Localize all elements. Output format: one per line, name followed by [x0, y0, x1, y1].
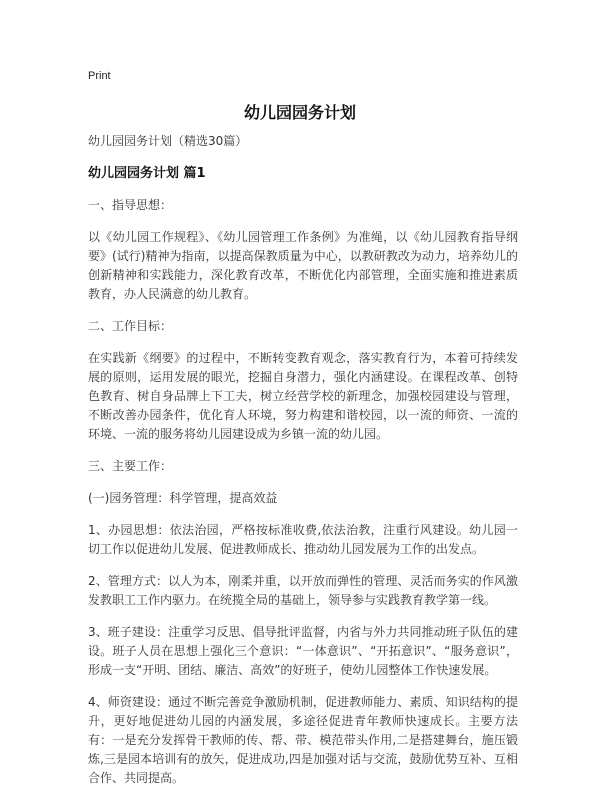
goals-paragraph: 在实践新《纲要》的过程中，不断转变教育观念，落实教育行为，本着可持续发展的原则，运用发展的眼光，挖掘自身潜力，强化内涵建设。在课程改革、创特色教育、树自身品牌上下工夫，树立经营学校的新理念，加强校园建设与管理，不断改善办园条件，优化育人环境，努力构建和谐校园，以一流的师资、一流的环境、一流的服务将幼儿园建设成为乡镇一流的幼儿园。 — [88, 351, 518, 441]
document-body — [88, 132, 518, 801]
admin-heading: (一)园务管理：科学管理，提高效益 — [88, 491, 278, 505]
list-item: 3、班子建设：注重学习反思、倡导批评监督，内省与外力共同推动班子队伍的建设。班子人员在思想上强化三个意识：“一体意识”、“开拓意识”、“服务意识”，形成一支“开明、团结、廉洁、高效”的好班子，使幼儿园整体工作快速发展。 — [88, 625, 518, 677]
guiding-paragraph: 以《幼儿园工作规程》、《幼儿园管理工作条例》为准绳，以《幼儿园教育指导纲要》(试行)精神为指南，以提高保教质量为中心，以教研教改为动力，培养幼儿的创新精神和实践能力，深化教育改革，不断优化内部管理，全面实施和推进素质教育，办人民满意的幼儿教育。 — [88, 230, 518, 301]
print-link[interactable]: Print — [88, 70, 111, 82]
list-item: 1、办园思想：依法治园，严格按标准收费,依法治教，注重行风建设。幼儿园一切工作以促进幼儿发展、促进教师成长、推动幼儿园发展为工作的出发点。 — [88, 523, 518, 556]
section-title: 幼儿园园务计划 篇1 — [88, 166, 206, 181]
list-item: 4、师资建设：通过不断完善竞争激励机制，促进教师能力、素质、知识结构的提升，更好地促进幼儿园的内涵发展，多途径促进青年教师快速成长。主要方法有：一是充分发挥骨干教师的传、帮、带、模范带头作用,二是搭建舞台，施压锻炼,三是园本培训有的放矢，促进成功,四是加强对话与交流，鼓励优势互补、互相合作、共同提高。 — [88, 695, 518, 785]
work-heading: 三、主要工作： — [88, 459, 173, 473]
goals-heading: 二、工作目标： — [88, 319, 173, 333]
guiding-heading: 一、指导思想： — [88, 198, 173, 212]
page-title: 幼儿园园务计划 — [243, 103, 356, 122]
list-item: 2、管理方式：以人为本，刚柔并重，以开放而弹性的管理、灵活而务实的作风激发教职工工作内驱力。在统揽全局的基础上，领导参与实践教育教学第一线。 — [88, 574, 518, 607]
document-subtitle: 幼儿园园务计划（精选30篇） — [88, 134, 248, 148]
